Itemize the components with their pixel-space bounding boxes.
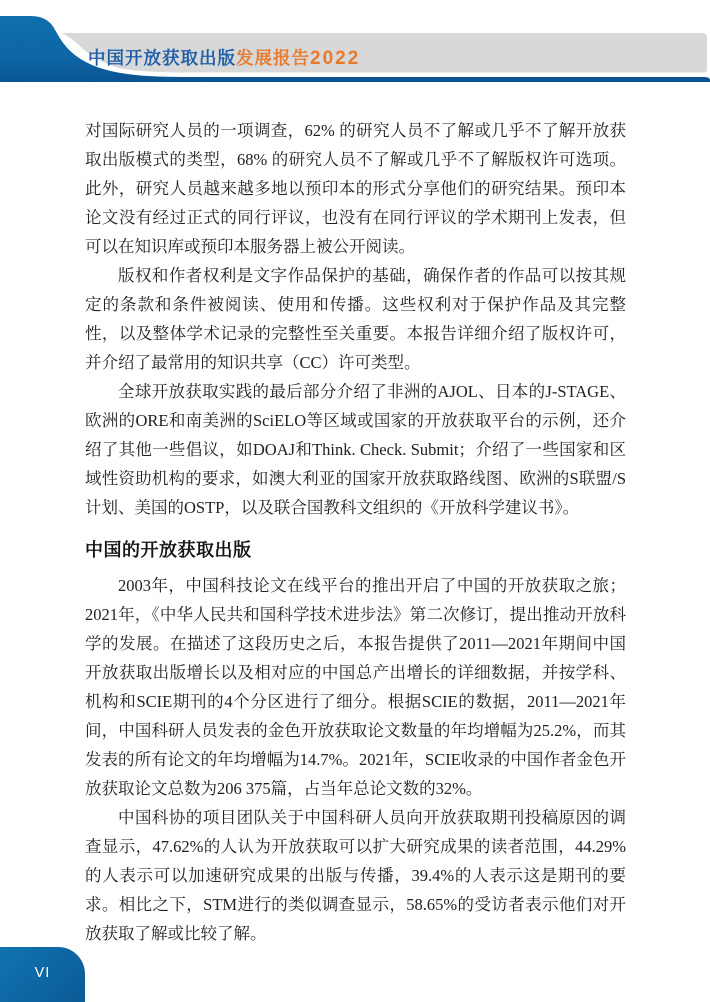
page-number-tab: [0, 947, 85, 1002]
page-number: VI: [34, 964, 51, 981]
paragraph: 全球开放获取实践的最后部分介绍了非洲的AJOL、日本的J-STAGE、欧洲的ORE和南美洲的SciELO等区域或国家的开放获取平台的示例，还介绍了其他一些倡议，如DOAJ和Think. Check. Submit；介绍了一些国家和区域性资助机构的要求，如澳大利亚的国家开放获取路线图、欧洲的S联盟/S计划、美国的OSTP，以及联合国教科文组织的《开放科学建议书》。: [85, 382, 626, 517]
section-heading: 中国的开放获取出版: [85, 540, 252, 560]
paragraph: 中国科协的项目团队关于中国科研人员向开放获取期刊投稿原因的调查显示，47.62%的人认为开放获取可以扩大研究成果的读者范围，44.29%的人表示可以加速研究成果的出版与传播，39.4%的人表示这是期刊的要求。相比之下，STM进行的类似调查显示，58.65%的受访者表示他们对开放获取了解或比较了解。: [85, 808, 626, 943]
running-head: [88, 45, 360, 70]
page-body: [85, 116, 626, 948]
paragraph: 对国际研究人员的一项调查，62% 的研究人员不了解或几乎不了解开放获取出版模式的类型，68% 的研究人员不了解或几乎不了解版权许可选项。此外，研究人员越来越多地以预印本的形式分享他们的研究结果。预印本论文没有经过正式的同行评议，也没有在同行评议的学术期刊上发表，但可以在知识库或预印本服务器上被公开阅读。: [85, 121, 626, 256]
paragraph: 版权和作者权利是文字作品保护的基础，确保作者的作品可以按其规定的条款和条件被阅读、使用和传播。这些权利对于保护作品及其完整性，以及整体学术记录的完整性至关重要。本报告详细介绍了版权许可，并介绍了最常用的知识共享（CC）许可类型。: [85, 266, 626, 372]
report-title-year: 2022: [310, 48, 361, 69]
paragraph: 2003年，中国科技论文在线平台的推出开启了中国的开放获取之旅；2021年，《中华人民共和国科学技术进步法》第二次修订，提出推动开放科学的发展。在描述了这段历史之后，本报告提供了2011—2021年期间中国开放获取出版增长以及相对应的中国总产出增长的详细数据，并按学科、机构和SCIE期刊的4个分区进行了细分。根据SCIE的数据，2011—2021年间，中国科研人员发表的金色开放获取论文数量的年均增幅为25.2%，而其发表的所有论文的年均增幅为14.7%。2021年，SCIE收录的中国作者金色开放获取论文总数为206 375篇，占当年总论文数的32%。: [85, 576, 626, 798]
report-title-subtitle: 发展报告: [236, 48, 310, 68]
report-title-zh: 中国开放获取出版: [88, 48, 236, 68]
